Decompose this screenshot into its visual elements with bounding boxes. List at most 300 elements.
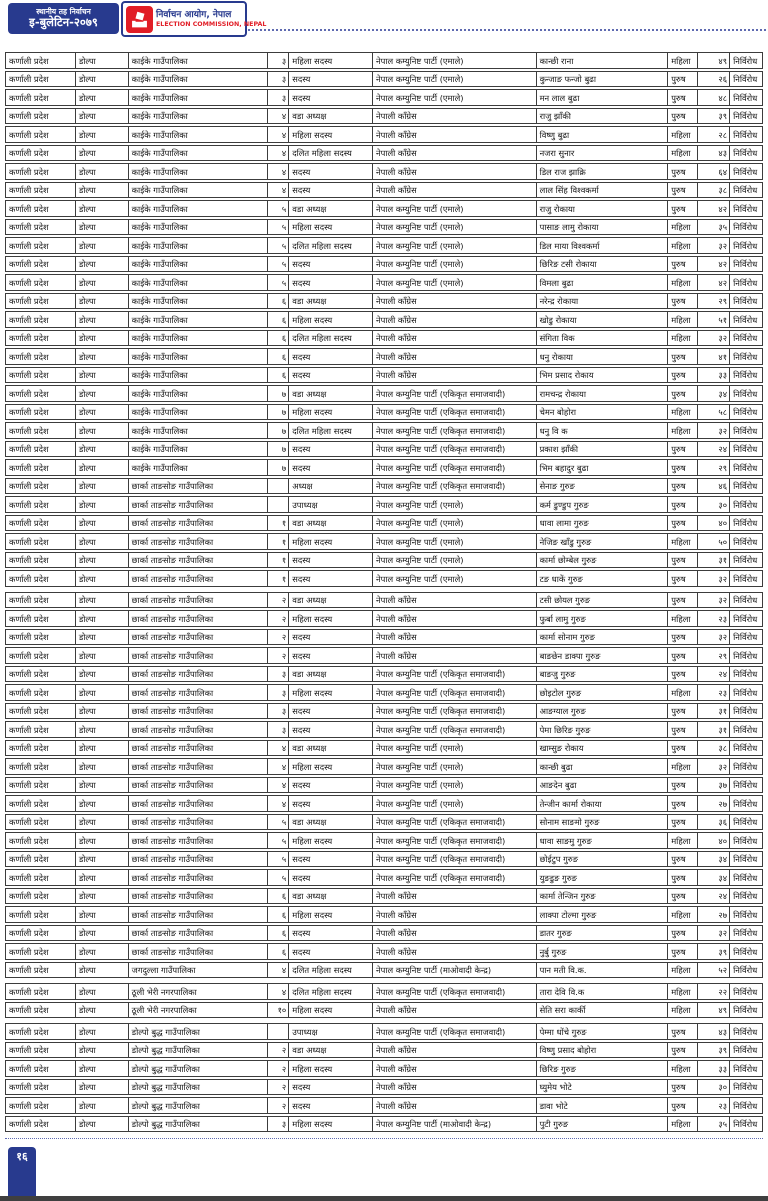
party-cell: नेपाल कम्युनिष्ट पार्टी (माओवादी केन्द्र) (373, 963, 537, 978)
table-row (5, 1023, 763, 1040)
ward-number-cell: १० (268, 1003, 289, 1018)
district-cell: डोल्पा (76, 1003, 129, 1018)
position-cell: सदस्य (289, 1098, 373, 1113)
district-cell: डोल्पा (76, 1098, 129, 1113)
gender-cell: महिला (668, 53, 698, 68)
candidate-name-cell: कार्मा छोम्बेल गुरुङ (537, 553, 669, 568)
party-cell: नेपाली काँग्रेस (373, 312, 537, 327)
table-row (5, 906, 763, 923)
status-cell: निर्विरोध (733, 499, 758, 510)
gender-cell: महिला (668, 1061, 698, 1076)
age-cell: ३३ (698, 1061, 730, 1076)
table-row (5, 832, 763, 849)
municipality-cell: काईके गाउँपालिका (129, 386, 269, 401)
district-cell: डोल्पा (76, 889, 129, 904)
table-row (5, 182, 763, 199)
table-row (5, 108, 763, 125)
ward-number-cell: ५ (268, 815, 289, 830)
district-cell: डोल्पा (76, 984, 129, 999)
province-cell: कर्णाली प्रदेश (6, 405, 76, 420)
age-cell: २६ (698, 72, 730, 87)
gender-cell: महिला (668, 1117, 698, 1132)
municipality-cell: छार्का ताङसोङ गाउँपालिका (129, 796, 269, 811)
candidate-name-cell: खाम्सुङ रोकाय (537, 741, 669, 756)
table-row (5, 1079, 763, 1096)
province-cell: कर्णाली प्रदेश (6, 648, 76, 663)
municipality-cell: काईके गाउँपालिका (129, 257, 269, 272)
candidate-name-cell: भिम बहादुर बुढा (537, 460, 669, 475)
candidate-name-cell: खोडु रोकाया (537, 312, 669, 327)
municipality-cell: काईके गाउँपालिका (129, 109, 269, 124)
candidate-name-cell: चेमन बोहोरा (537, 405, 669, 420)
district-cell: डोल्पा (76, 648, 129, 663)
province-cell: कर्णाली प्रदेश (6, 741, 76, 756)
election-results-table (5, 52, 763, 1134)
candidate-name-cell: राजु झाँकी (537, 109, 669, 124)
gender-cell: पुरुष (668, 294, 698, 309)
ballot-box-icon (126, 6, 153, 33)
province-cell: कर्णाली प्रदेश (6, 1117, 76, 1132)
position-cell: सदस्य (289, 349, 373, 364)
candidate-name-cell: डावा भोटे (537, 1098, 669, 1113)
candidate-name-cell: विष्णु बुढा (537, 127, 669, 142)
candidate-name-cell: विष्णु प्रसाद बोहोरा (537, 1043, 669, 1058)
status-cell: निर्विरोध (733, 1045, 758, 1055)
status-cell: निर्विरोध (733, 462, 758, 473)
ward-number-cell: ६ (268, 294, 289, 309)
province-cell: कर्णाली प्रदेश (6, 593, 76, 608)
status-cell: निर्विरोध (733, 854, 758, 864)
status-cell: निर्विरोध (733, 55, 758, 66)
table-row (5, 851, 763, 868)
gender-cell: महिला (668, 220, 698, 235)
position-cell: वडा अध्यक्ष (289, 109, 373, 124)
status-cell: निर्विरोध (733, 1119, 758, 1129)
party-cell: नेपाल कम्युनिष्ट पार्टी (एकिकृत समाजवादी) (373, 833, 537, 848)
party-cell: नेपाली काँग्रेस (373, 944, 537, 959)
status-cell: निर्विरोध (733, 965, 758, 975)
position-cell: सदस्य (289, 275, 373, 290)
district-cell: डोल्पा (76, 630, 129, 645)
municipality-cell: छार्का ताङसोङ गाउँपालिका (129, 571, 269, 586)
position-cell: सदस्य (289, 722, 373, 737)
candidate-name-cell: रामचन्द्र रोकाया (537, 386, 669, 401)
age-cell: २८ (698, 127, 730, 142)
table-row (5, 1042, 763, 1059)
district-cell: डोल्पा (76, 926, 129, 941)
district-cell: डोल्पा (76, 109, 129, 124)
party-cell: नेपाली काँग्रेस (373, 109, 537, 124)
ward-number-cell: ६ (268, 944, 289, 959)
candidate-name-cell: नजरा सुनार (537, 146, 669, 161)
district-cell: डोल्पा (76, 127, 129, 142)
party-cell: नेपाल कम्युनिष्ट पार्टी (एमाले) (373, 759, 537, 774)
position-cell: महिला सदस्य (289, 907, 373, 922)
table-row (5, 533, 763, 550)
gender-cell: महिला (668, 534, 698, 549)
age-cell: ४९ (698, 53, 730, 68)
status-cell: निर्विरोध (733, 425, 758, 436)
candidate-name-cell: सेनाङ गुरुङ (537, 479, 669, 494)
status-cell: निर्विरोध (733, 780, 758, 790)
gender-cell: पुरुष (668, 796, 698, 811)
gender-cell: पुरुष (668, 1080, 698, 1095)
age-cell: २४ (698, 667, 730, 682)
province-cell: कर्णाली प्रदेश (6, 704, 76, 719)
candidate-name-cell: कान्छी राना (537, 53, 669, 68)
party-cell: नेपाल कम्युनिष्ट पार्टी (माओवादी केन्द्र) (373, 1117, 537, 1132)
age-cell: ३९ (698, 944, 730, 959)
ward-number-cell: ७ (268, 405, 289, 420)
district-cell: डोल्पा (76, 667, 129, 682)
municipality-cell: काईके गाउँपालिका (129, 368, 269, 383)
district-cell: डोल्पा (76, 72, 129, 87)
age-cell: २४ (698, 889, 730, 904)
table-row (5, 126, 763, 143)
table-row (5, 647, 763, 664)
table-row (5, 629, 763, 646)
province-cell: कर्णाली प्रदेश (6, 963, 76, 978)
age-cell: ५८ (698, 405, 730, 420)
position-cell: उपाध्यक्ष (289, 1024, 373, 1039)
status-cell: निर्विरोध (733, 481, 758, 491)
district-cell: डोल्पा (76, 852, 129, 867)
candidate-name-cell: धनु रोकाया (537, 349, 669, 364)
gender-cell: पुरुष (668, 593, 698, 608)
municipality-cell: काईके गाउँपालिका (129, 238, 269, 253)
age-cell: ३१ (698, 553, 730, 568)
province-cell: कर्णाली प्रदेश (6, 870, 76, 885)
gender-cell: महिला (668, 312, 698, 327)
party-cell: नेपाली काँग्रेस (373, 1098, 537, 1113)
status-cell: निर्विरोध (733, 203, 758, 214)
municipality-cell: छार्का ताङसोङ गाउँपालिका (129, 685, 269, 700)
district-cell: डोल्पा (76, 534, 129, 549)
table-row (5, 1097, 763, 1114)
page-number: १६ (16, 1150, 28, 1163)
status-cell: निर्विरोध (733, 1100, 758, 1111)
status-cell: निर्विरोध (733, 817, 758, 827)
position-cell: महिला सदस्य (289, 1003, 373, 1018)
position-cell: सदस्य (289, 460, 373, 475)
municipality-cell: काईके गाउँपालिका (129, 460, 269, 475)
ward-number-cell: २ (268, 1098, 289, 1113)
municipality-cell: काईके गाउँपालिका (129, 405, 269, 420)
header-dotted-divider (248, 29, 766, 31)
bulletin-title-line1: स्थानीय तह निर्वाचन (36, 6, 91, 16)
status-cell: निर्विरोध (733, 891, 758, 901)
gender-cell: महिला (668, 275, 698, 290)
municipality-cell: छार्का ताङसोङ गाउँपालिका (129, 778, 269, 793)
gender-cell: पुरुष (668, 257, 698, 272)
province-cell: कर्णाली प्रदेश (6, 146, 76, 161)
district-cell: डोल्पा (76, 90, 129, 105)
candidate-name-cell: धावा साङमु गुरुङ (537, 833, 669, 848)
party-cell: नेपाल कम्युनिष्ट पार्टी (एमाले) (373, 534, 537, 549)
status-cell: निर्विरोध (733, 370, 758, 380)
status-cell: निर्विरोध (733, 407, 758, 417)
party-cell: नेपाली काँग्रेस (373, 294, 537, 309)
ward-number-cell: ४ (268, 109, 289, 124)
position-cell: सदस्य (289, 183, 373, 198)
district-cell: डोल्पा (76, 815, 129, 830)
district-cell: डोल्पा (76, 368, 129, 383)
status-cell: निर्विरोध (733, 573, 758, 584)
table-row (5, 367, 763, 384)
gender-cell: पुरुष (668, 667, 698, 682)
candidate-name-cell: विमला बुढा (537, 275, 669, 290)
party-cell: नेपाल कम्युनिष्ट पार्टी (एकिकृत समाजवादी) (373, 423, 537, 438)
party-cell: नेपाल कम्युनिष्ट पार्टी (एकिकृत समाजवादी) (373, 1024, 537, 1039)
party-cell: नेपाली काँग्रेस (373, 349, 537, 364)
status-cell: निर्विरोध (733, 444, 758, 454)
position-cell: सदस्य (289, 257, 373, 272)
gender-cell: महिला (668, 405, 698, 420)
gender-cell: महिला (668, 907, 698, 922)
status-cell: निर्विरोध (733, 166, 758, 177)
ward-number-cell: ३ (268, 90, 289, 105)
municipality-cell: काईके गाउँपालिका (129, 183, 269, 198)
status-cell: निर्विरोध (733, 518, 758, 528)
position-cell: दलित महिला सदस्य (289, 146, 373, 161)
position-cell: सदस्य (289, 553, 373, 568)
table-row (5, 145, 763, 162)
candidate-name-cell: प्रकाश झाँकी (537, 442, 669, 457)
status-cell: निर्विरोध (733, 835, 758, 846)
gender-cell: पुरुष (668, 926, 698, 941)
commission-name-nepali: निर्वाचन आयोग, नेपाल (156, 9, 232, 20)
gender-cell: महिला (668, 423, 698, 438)
party-cell: नेपाल कम्युनिष्ट पार्टी (एकिकृत समाजवादी) (373, 815, 537, 830)
candidate-name-cell: नुर्बु गुरुङ (537, 944, 669, 959)
status-cell: निर्विरोध (733, 1082, 758, 1092)
candidate-name-cell: पासाङ लामु रोकाया (537, 220, 669, 235)
age-cell: ३९ (698, 109, 730, 124)
table-row (5, 52, 763, 69)
district-cell: डोल्पा (76, 423, 129, 438)
district-cell: डोल्पा (76, 741, 129, 756)
gender-cell: महिला (668, 127, 698, 142)
province-cell: कर्णाली प्रदेश (6, 1003, 76, 1018)
age-cell: ४२ (698, 275, 730, 290)
age-cell: ५० (698, 534, 730, 549)
gender-cell: महिला (668, 611, 698, 626)
table-row (5, 515, 763, 532)
party-cell: नेपाली काँग्रेस (373, 1043, 537, 1058)
candidate-name-cell: युङडुङ गुरुङ (537, 870, 669, 885)
province-cell: कर्णाली प्रदेश (6, 183, 76, 198)
status-cell: निर्विरोध (733, 1063, 758, 1074)
table-row (5, 795, 763, 812)
ward-number-cell: ५ (268, 870, 289, 885)
municipality-cell: डोल्पो बुद्ध गाउँपालिका (129, 1098, 269, 1113)
province-cell: कर्णाली प्रदेश (6, 553, 76, 568)
gender-cell: पुरुष (668, 201, 698, 216)
gender-cell: पुरुष (668, 386, 698, 401)
gender-cell: पुरुष (668, 442, 698, 457)
position-cell: दलित महिला सदस्य (289, 963, 373, 978)
province-cell: कर्णाली प्रदेश (6, 312, 76, 327)
gender-cell: पुरुष (668, 1043, 698, 1058)
party-cell: नेपाल कम्युनिष्ट पार्टी (एकिकृत समाजवादी) (373, 722, 537, 737)
position-cell: महिला सदस्य (289, 53, 373, 68)
province-cell: कर्णाली प्रदेश (6, 238, 76, 253)
table-row (5, 422, 763, 439)
table-row (5, 1060, 763, 1077)
status-cell: निर्विरोध (733, 1005, 758, 1015)
province-cell: कर्णाली प्रदेश (6, 630, 76, 645)
district-cell: डोल्पा (76, 571, 129, 586)
ward-number-cell: ३ (268, 53, 289, 68)
gender-cell: पुरुष (668, 889, 698, 904)
position-cell: वडा अध्यक्ष (289, 889, 373, 904)
gender-cell: महिला (668, 146, 698, 161)
municipality-cell: ठूली भेरी नगरपालिका (129, 1003, 269, 1018)
ward-number-cell: ५ (268, 220, 289, 235)
gender-cell: पुरुष (668, 852, 698, 867)
candidate-name-cell: छिरिङ टसी रोकाया (537, 257, 669, 272)
candidate-name-cell: कार्मा सोनाम गुरुङ (537, 630, 669, 645)
province-cell: कर्णाली प्रदेश (6, 685, 76, 700)
district-cell: डोल्पा (76, 460, 129, 475)
status-cell: निर्विरोध (733, 909, 758, 920)
district-cell: डोल्पा (76, 796, 129, 811)
position-cell: दलित महिला सदस्य (289, 984, 373, 999)
province-cell: कर्णाली प्रदेश (6, 479, 76, 494)
ward-number-cell: ४ (268, 778, 289, 793)
ward-number-cell: २ (268, 648, 289, 663)
status-cell: निर्विरोध (733, 185, 758, 195)
gender-cell: पुरुष (668, 630, 698, 645)
position-cell: वडा अध्यक्ष (289, 815, 373, 830)
table-row (5, 89, 763, 106)
gender-cell: पुरुष (668, 109, 698, 124)
ward-number-cell: ४ (268, 796, 289, 811)
municipality-cell: छार्का ताङसोङ गाउँपालिका (129, 741, 269, 756)
ward-number-cell: ४ (268, 759, 289, 774)
age-cell: ४८ (698, 90, 730, 105)
party-cell: नेपाली काँग्रेस (373, 164, 537, 179)
position-cell: वडा अध्यक्ष (289, 386, 373, 401)
municipality-cell: डोल्पो बुद्ध गाउँपालिका (129, 1061, 269, 1076)
party-cell: नेपाली काँग्रेस (373, 907, 537, 922)
status-cell: निर्विरोध (733, 92, 758, 103)
ward-number-cell: ४ (268, 963, 289, 978)
province-cell: कर्णाली प्रदेश (6, 516, 76, 531)
bulletin-title-badge (8, 3, 119, 34)
province-cell: कर्णाली प्रदेश (6, 331, 76, 346)
position-cell: वडा अध्यक्ष (289, 294, 373, 309)
party-cell: नेपाल कम्युनिष्ट पार्टी (एमाले) (373, 53, 537, 68)
position-cell: महिला सदस्य (289, 759, 373, 774)
age-cell: ३२ (698, 571, 730, 586)
party-cell: नेपाली काँग्रेस (373, 331, 537, 346)
position-cell: महिला सदस्य (289, 534, 373, 549)
table-row (5, 385, 763, 402)
position-cell: उपाध्यक्ष (289, 497, 373, 512)
ward-number-cell: २ (268, 593, 289, 608)
table-row (5, 330, 763, 347)
municipality-cell: छार्का ताङसोङ गाउँपालिका (129, 553, 269, 568)
ward-number-cell: ६ (268, 926, 289, 941)
district-cell: डोल्पा (76, 833, 129, 848)
ward-number-cell: २ (268, 630, 289, 645)
party-cell: नेपाल कम्युनिष्ट पार्टी (एकिकृत समाजवादी) (373, 460, 537, 475)
municipality-cell: जगदुल्ला गाउँपालिका (129, 963, 269, 978)
province-cell: कर्णाली प्रदेश (6, 201, 76, 216)
party-cell: नेपाल कम्युनिष्ट पार्टी (एमाले) (373, 90, 537, 105)
table-row (5, 869, 763, 886)
bottom-bar (0, 1196, 768, 1201)
gender-cell: पुरुष (668, 164, 698, 179)
province-cell: कर्णाली प्रदेश (6, 53, 76, 68)
ward-number-cell: २ (268, 611, 289, 626)
province-cell: कर्णाली प्रदेश (6, 109, 76, 124)
candidate-name-cell: मन लाल बुढा (537, 90, 669, 105)
gender-cell: पुरुष (668, 1098, 698, 1113)
municipality-cell: छार्का ताङसोङ गाउँपालिका (129, 611, 269, 626)
province-cell: कर्णाली प्रदेश (6, 368, 76, 383)
party-cell: नेपाली काँग्रेस (373, 611, 537, 626)
status-cell: निर्विरोध (733, 314, 758, 325)
table-row (5, 237, 763, 254)
position-cell: दलित महिला सदस्य (289, 331, 373, 346)
status-cell: निर्विरोध (733, 148, 758, 158)
status-cell: निर्विरोध (733, 222, 758, 232)
ward-number-cell: ३ (268, 685, 289, 700)
age-cell: ३७ (698, 778, 730, 793)
position-cell: सदस्य (289, 852, 373, 867)
position-cell: दलित महिला सदस्य (289, 238, 373, 253)
ward-number-cell: १ (268, 571, 289, 586)
position-cell: वडा अध्यक्ष (289, 667, 373, 682)
table-row (5, 592, 763, 609)
position-cell: वडा अध्यक्ष (289, 516, 373, 531)
table-row (5, 703, 763, 720)
gender-cell: पुरुष (668, 722, 698, 737)
party-cell: नेपाली काँग्रेस (373, 127, 537, 142)
table-row (5, 943, 763, 960)
candidate-name-cell: धनु वि क (537, 423, 669, 438)
province-cell: कर्णाली प्रदेश (6, 571, 76, 586)
candidate-name-cell: राजु रोकाया (537, 201, 669, 216)
party-cell: नेपाल कम्युनिष्ट पार्टी (एमाले) (373, 497, 537, 512)
party-cell: नेपाल कम्युनिष्ट पार्टी (एकिकृत समाजवादी) (373, 685, 537, 700)
party-cell: नेपाल कम्युनिष्ट पार्टी (एमाले) (373, 238, 537, 253)
age-cell: ४२ (698, 257, 730, 272)
gender-cell: पुरुष (668, 1024, 698, 1039)
age-cell: ५१ (698, 312, 730, 327)
municipality-cell: छार्का ताङसोङ गाउँपालिका (129, 870, 269, 885)
ward-number-cell: ७ (268, 386, 289, 401)
table-row (5, 496, 763, 513)
gender-cell: महिला (668, 238, 698, 253)
municipality-cell: छार्का ताङसोङ गाउँपालिका (129, 759, 269, 774)
district-cell: डोल्पा (76, 722, 129, 737)
ward-number-cell: ६ (268, 368, 289, 383)
municipality-cell: छार्का ताङसोङ गाउँपालिका (129, 593, 269, 608)
ward-number-cell: ३ (268, 722, 289, 737)
province-cell: कर्णाली प्रदेश (6, 815, 76, 830)
age-cell: ३२ (698, 630, 730, 645)
municipality-cell: छार्का ताङसोङ गाउँपालिका (129, 944, 269, 959)
district-cell: डोल्पा (76, 1117, 129, 1132)
position-cell: सदस्य (289, 926, 373, 941)
party-cell: नेपाल कम्युनिष्ट पार्टी (एमाले) (373, 72, 537, 87)
province-cell: कर्णाली प्रदेश (6, 1080, 76, 1095)
age-cell: ३२ (698, 593, 730, 608)
table-row (5, 404, 763, 421)
